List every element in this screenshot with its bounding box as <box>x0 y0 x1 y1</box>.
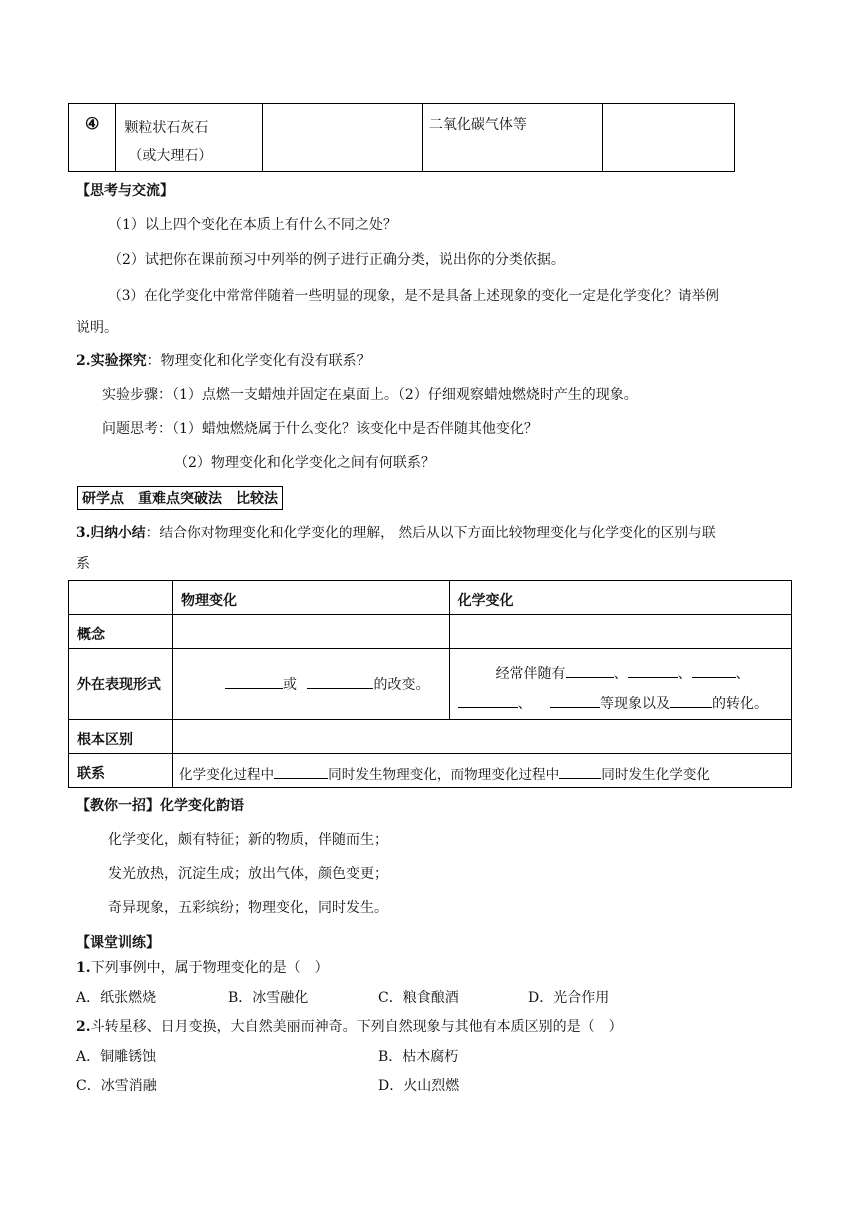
practice-q2-option-a: A．铜雕锈蚀 <box>76 1049 157 1065</box>
study-method-box: 研学点 重难点突破法 比较法 <box>77 486 283 510</box>
material-cell <box>116 104 263 172</box>
blank-field <box>550 693 600 708</box>
row-number: ④ <box>69 104 116 172</box>
header-physical: 物理变化 <box>173 581 450 615</box>
practice-q2-stem: 2.斗转星移、日月变换，大自然美丽而神奇。下列自然现象与其他有本质区别的是（ ） <box>76 1019 623 1035</box>
row-difference-label: 根本区别 <box>69 720 173 754</box>
experiment-question1: 问题思考：（1）蜡烛燃烧属于什么变化？该变化中是否伴随其他变化？ <box>102 421 538 437</box>
practice-q1-option-b: B．冰雪融化 <box>228 990 309 1006</box>
experiment-title: 2.实验探究：物理变化和化学变化有没有联系？ <box>76 353 371 369</box>
empty-cell <box>602 104 734 172</box>
comparison-table <box>68 580 792 788</box>
experiment-question2: （2）物理变化和化学变化之间有何联系？ <box>174 455 435 471</box>
blank-field <box>225 674 283 689</box>
tip-line2: 发光放热，沉淀生成；放出气体，颜色变更； <box>108 866 388 882</box>
difference-cell <box>173 720 792 754</box>
blank-field <box>692 663 736 678</box>
header-empty <box>69 581 173 615</box>
practice-q1-stem: 1.下列事例中，属于物理变化的是（ ） <box>76 960 329 976</box>
row-concept-label: 概念 <box>69 615 173 649</box>
material-line1: 颗粒状石灰石 <box>124 120 209 136</box>
practice-q2-option-b: B．枯木腐朽 <box>378 1049 459 1065</box>
think-q1: （1）以上四个变化在本质上有什么不同之处？ <box>108 217 397 233</box>
chemical-line2: 、 等现象以及 的转化。 <box>458 689 791 719</box>
blank-field <box>670 693 712 708</box>
concept-physical <box>173 615 450 649</box>
practice-q1-option-c: C．粮食酿酒 <box>378 990 459 1006</box>
tip-heading: 【教你一招】化学变化韵语 <box>76 798 244 814</box>
practice-q1-option-d: D．光合作用 <box>528 990 610 1006</box>
appearance-chemical <box>449 649 791 720</box>
think-heading: 【思考与交流】 <box>76 183 174 199</box>
blank-field <box>559 764 601 779</box>
blank-field <box>566 663 614 678</box>
blank-field <box>307 674 373 689</box>
practice-q2-option-d: D．火山烈燃 <box>378 1078 460 1094</box>
summary-line1: 3.归纳小结：结合你对物理变化和化学变化的理解， 然后从以下方面比较物理变化与化学变化的区别与联 <box>76 525 716 541</box>
summary-line2: 系 <box>76 556 90 572</box>
row-appearance-label: 外在表现形式 <box>69 649 173 720</box>
relation-cell: 化学变化过程中 同时发生物理变化，而物理变化过程中 同时发生化学变化 <box>173 754 792 788</box>
row-relation-label: 联系 <box>69 754 173 788</box>
blank-field <box>628 663 678 678</box>
think-q2: （2）试把你在课前预习中列举的例子进行正确分类，说出你的分类依据。 <box>108 252 565 268</box>
appearance-physical: 或 的改变。 <box>173 649 450 720</box>
concept-chemical <box>449 615 791 649</box>
practice-q2-option-c: C．冰雪消融 <box>76 1078 157 1094</box>
blank-field <box>458 693 518 708</box>
material-table <box>68 103 735 172</box>
header-chemical: 化学变化 <box>449 581 791 615</box>
think-q3-line1: （3）在化学变化中常常伴随着一些明显的现象，是不是具备上述现象的变化一定是化学变化？请举例 <box>108 288 719 304</box>
blank-field <box>274 764 328 779</box>
tip-line1: 化学变化，颇有特征；新的物质，伴随而生； <box>108 832 388 848</box>
chemical-line1: 经常伴随有 、 、 、 <box>458 659 791 689</box>
product-cell: 二氧化碳气体等 <box>422 104 602 172</box>
empty-cell <box>263 104 423 172</box>
tip-line3: 奇异现象，五彩缤纷；物理变化，同时发生。 <box>108 900 388 916</box>
material-line2: （或大理石） <box>128 148 213 164</box>
practice-q1-option-a: A．纸张燃烧 <box>76 990 157 1006</box>
experiment-steps: 实验步骤：（1）点燃一支蜡烛并固定在桌面上。（2）仔细观察蜡烛燃烧时产生的现象。 <box>102 387 638 403</box>
think-q3-line2: 说明。 <box>76 320 118 336</box>
practice-heading: 【课堂训练】 <box>76 935 160 951</box>
